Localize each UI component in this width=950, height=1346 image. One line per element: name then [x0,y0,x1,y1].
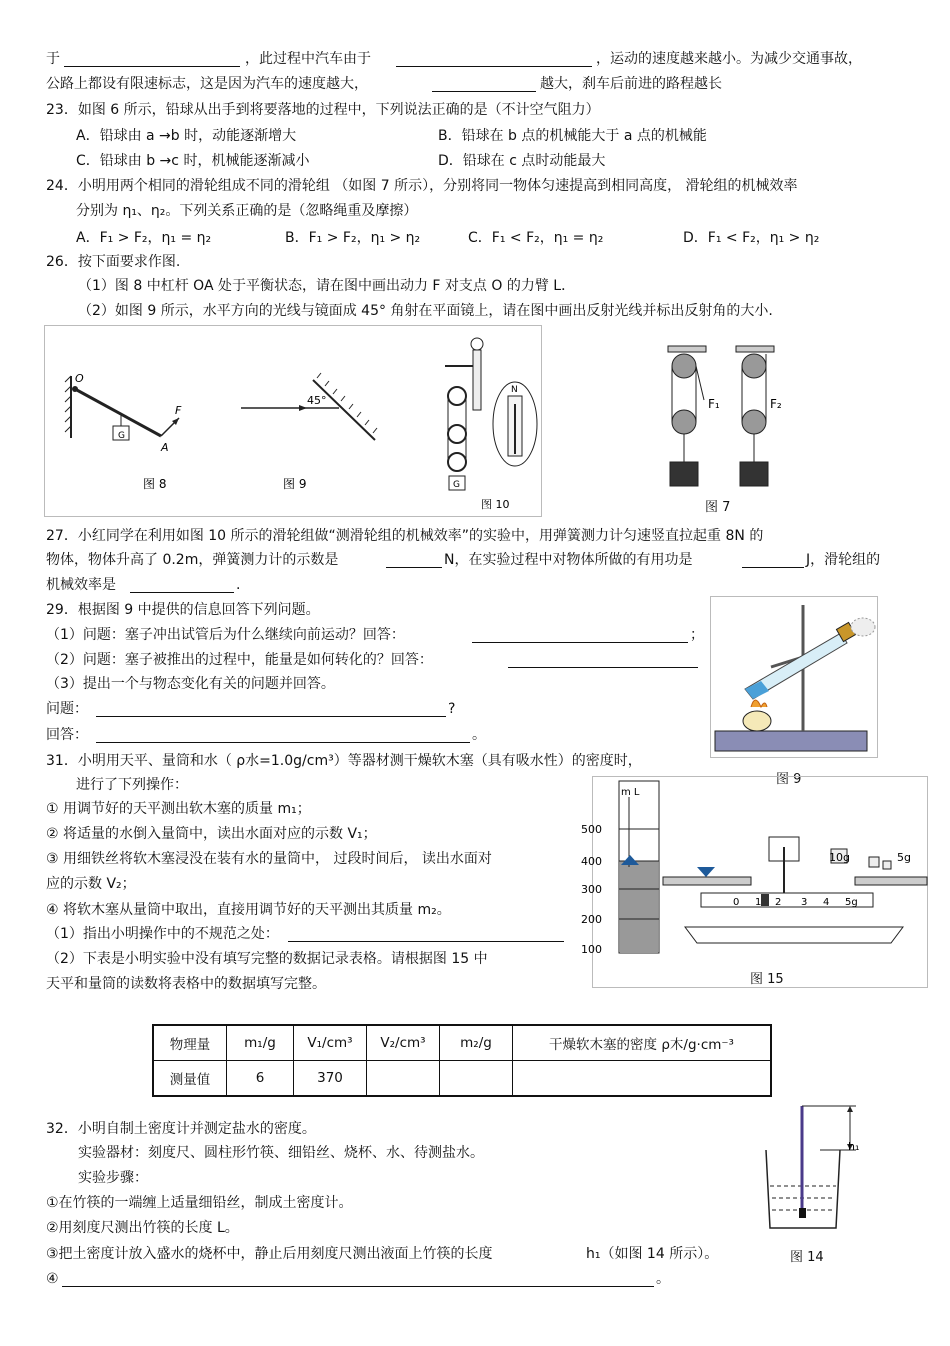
figure-panel-8-9-10 [44,325,542,517]
q31-step2: ② 将适量的水倒入量筒中，读出水面对应的示数 V₁； [46,826,377,842]
q32-equipment: 实验器材：刻度尺、圆柱形竹筷、细铅丝、烧杯、水、待测盐水。 [78,1145,484,1161]
q27-blank-force[interactable] [386,553,442,568]
q31-step3-b: 应的示数 V₂； [46,876,136,892]
table-header-cell: m₁/g [227,1025,294,1061]
q29-question-blank[interactable] [96,702,446,717]
q32-step4: ④ [46,1271,59,1287]
q31-stem: 31．小明用天平、量筒和水（ ρ水=1.0g/cm³）等器材测干燥软木塞（具有吸水性）的密度时， [46,753,642,769]
q24-option-c: C．F₁ < F₂，η₁ = η₂ [468,230,604,246]
q24-stem-2: 分别为 η₁、η₂。下列关系正确的是（忽略绳重及摩擦） [76,203,418,219]
q32-steps-title: 实验步骤： [78,1170,148,1186]
table-header-cell: V₁/cm³ [294,1025,367,1061]
table-header-cell: 干燥软木塞的密度 ρ木/g·cm⁻³ [513,1025,772,1061]
figure-7-drawing [660,344,780,514]
q27-line2-a: 物体，物体升高了 0.2m，弹簧测力计的示数是 [46,552,339,568]
blank-1[interactable] [64,52,240,67]
blank-2[interactable] [396,52,592,67]
table-row [153,1061,771,1097]
q23-option-a: A．铅球由 a →b 时，动能逐渐增大 [76,128,297,144]
q29-part2: （2）问题：塞子被推出的过程中，能量是如何转化的？回答： [46,652,433,668]
q26-part1: （1）图 8 中杠杆 OA 处于平衡状态，请在图中画出动力 F 对支点 O 的力臂 L． [78,278,576,294]
figure-9-tube [710,596,878,758]
q29-answer-label: 回答： [46,727,88,743]
fig15-weight-10g: 10g [829,851,850,864]
fig15-beam-2: 2 [775,897,782,908]
q32-step3: ③把土密度计放入盛水的烧杯中，静止后用刻度尺测出液面上竹筷的长度 [46,1246,493,1262]
q23-stem: 23．如图 6 所示，铅球从出手到将要落地的过程中，下列说法正确的是（不计空气阻力） [46,102,600,118]
fig10-label-n: N [511,385,518,395]
table-cell: 6 [227,1061,294,1097]
fig15-unit-ml: m L [621,787,640,798]
q27-line2-c: J，滑轮组的 [806,552,881,568]
q27-blank-efficiency[interactable] [130,578,234,593]
fig8-label-f: F [175,404,182,417]
q31-step3: ③ 用细铁丝将软木塞浸没在装有水的量筒中， 过段时间后， 读出水面对 [46,851,492,867]
fig10-caption: 图 10 [481,498,510,511]
data-table [152,1024,772,1097]
q27-line2-b: N，在实验过程中对物体所做的有用功是 [444,552,693,568]
table-cell: 370 [294,1061,367,1097]
line-1c: ，运动的速度越来越小。为减少交通事故， [596,51,862,67]
table-cell-input[interactable] [367,1061,440,1097]
table-header-cell: m₂/g [440,1025,513,1061]
q29-question-label: 问题： [46,701,88,717]
line-2b: 越大，刹车后前进的路程越长 [540,76,722,92]
fig9-caption: 图 9 [283,477,307,491]
fig14-caption: 图 14 [790,1250,824,1265]
q31-question2-b: 天平和量筒的读数将表格中的数据填写完整。 [46,976,326,992]
table-cell: 测量值 [153,1061,227,1097]
figure-8-9-10-drawing [45,326,541,516]
fig15-beam-0: 0 [733,897,740,908]
q26-part2: （2）如图 9 所示，水平方向的光线与镜面成 45° 角射在平面镜上，请在图中画出反射光线并标出反射角的大小. [78,303,773,319]
figure-9-drawing [711,597,877,757]
table-header-row [153,1025,771,1061]
q29-qmark: ? [448,701,456,717]
q24-option-a: A．F₁ > F₂，η₁ = η₂ [76,230,212,246]
q23-option-c: C．铅球由 b →c 时，机械能逐渐减小 [76,153,310,169]
fig15-beam-1: 1 [755,897,762,908]
q24-option-d: D．F₁ < F₂，η₁ > η₂ [683,230,820,246]
q23-option-b: B．铅球在 b 点的机械能大于 a 点的机械能 [438,128,707,144]
q32-stem: 32．小明自制土密度计并测定盐水的密度。 [46,1121,316,1137]
q29-period: 。 [472,727,486,743]
q23-option-d: D．铅球在 c 点时动能最大 [438,153,606,169]
fig15-caption: 图 15 [750,972,784,987]
q29-part3: （3）提出一个与物态变化有关的问题并回答。 [46,676,335,692]
q24-option-b: B．F₁ > F₂，η₁ > η₂ [285,230,421,246]
fig15-tick-200: 200 [581,913,602,926]
q32-step1: ①在竹筷的一端缠上适量细铅丝，制成土密度计。 [46,1195,353,1211]
q29-semicolon: ； [690,627,704,643]
line-1a: 于 [46,51,60,67]
figure-15 [581,776,928,988]
q31-question1: （1）指出小明操作中的不规范之处： [46,926,279,942]
fig15-tick-500: 500 [581,823,602,836]
q29-part1: （1）问题：塞子冲出试管后为什么继续向前运动？回答： [46,627,405,643]
fig9b-caption: 图 9 [776,772,802,787]
line-1b: ，此过程中汽车由于 [245,51,371,67]
q29-answer1[interactable] [472,628,688,643]
figure-7 [660,344,780,514]
table-header-cell: 物理量 [153,1025,227,1061]
fig10-label-g: G [453,480,460,490]
q32-step2: ②用刻度尺测出竹筷的长度 L。 [46,1220,239,1236]
fig15-tick-300: 300 [581,883,602,896]
q31-stem-2: 进行了下列操作： [76,777,188,793]
line-2a: 公路上都设有限速标志，这是因为汽车的速度越大， [46,76,368,92]
q24-stem: 24．小明用两个相同的滑轮组成不同的滑轮组 （如图 7 所示），分别将同一物体匀速提高到相同高度， 滑轮组的机械效率 [46,178,798,194]
fig15-tick-400: 400 [581,855,602,868]
fig7-label-f1: F₁ [708,397,720,411]
table-header-cell: V₂/cm³ [367,1025,440,1061]
fig7-caption: 图 7 [705,500,731,515]
fig8-label-a: A [161,441,169,454]
figure-14 [760,1102,870,1238]
q29-stem: 29．根据图 9 中提供的信息回答下列问题。 [46,602,320,618]
figure-15-drawing [581,777,927,987]
q27-line3-end: . [236,577,241,593]
fig8-label-o: O [75,372,84,385]
q27-blank-work[interactable] [742,553,804,568]
table-cell-input[interactable] [440,1061,513,1097]
fig15-beam-4: 4 [823,897,830,908]
q27-line3: 机械效率是 [46,577,116,593]
q31-step4: ④ 将软木塞从量筒中取出，直接用调节好的天平测出其质量 m₂。 [46,902,451,918]
q27-stem: 27．小红同学在利用如图 10 所示的滑轮组做“测滑轮组的机械效率”的实验中，用弹簧测力计匀速竖直拉起重 8N 的 [46,528,764,544]
fig8-label-g: G [118,431,125,441]
q32-step4-end: 。 [656,1271,670,1287]
table-cell-input[interactable] [513,1061,772,1097]
figure-14-drawing [760,1102,870,1238]
fig8-caption: 图 8 [143,477,167,491]
q31-question2: （2）下表是小明实验中没有填写完整的数据记录表格。请根据图 15 中 [46,951,488,967]
q29-answer3[interactable] [96,728,470,743]
blank-3[interactable] [432,77,536,92]
q29-answer2[interactable] [508,653,698,668]
q31-step1: ① 用调节好的天平测出软木塞的质量 m₁； [46,801,311,817]
fig15-beam-5: 5g [845,897,858,908]
q31-answer1[interactable] [288,927,564,942]
fig15-beam-3: 3 [801,897,808,908]
q26-stem: 26．按下面要求作图. [46,254,181,270]
fig14-label-h1: h₁ [848,1140,860,1153]
q32-step3-b: h₁（如图 14 所示）。 [586,1246,719,1262]
fig15-weight-5g: 5g [897,851,911,864]
fig9-angle-label: 45° [307,394,327,407]
fig7-label-f2: F₂ [770,397,782,411]
fig15-tick-100: 100 [581,943,602,956]
q32-step4-blank[interactable] [62,1272,654,1287]
